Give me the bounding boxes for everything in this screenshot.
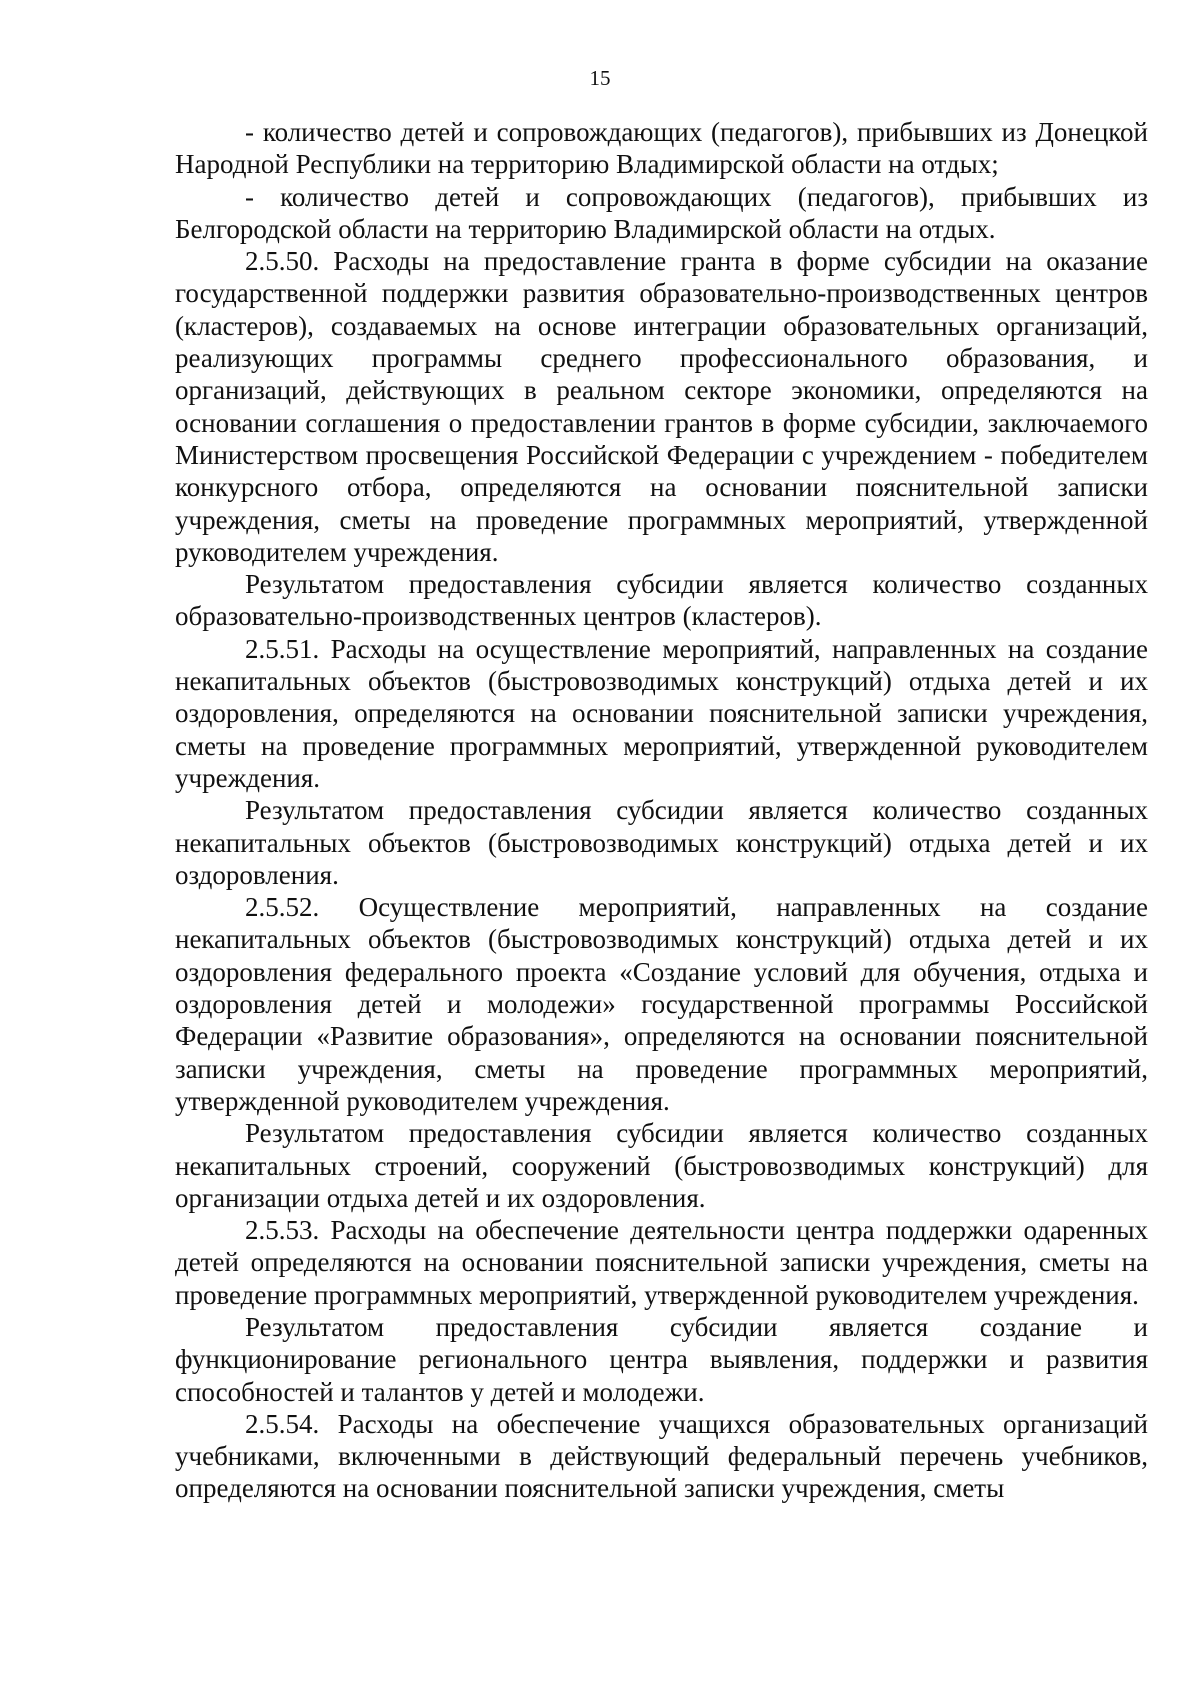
paragraph-2-5-54: 2.5.54. Расходы на обеспечение учащихся образовательных организаций учебниками, включенными в действующий федеральный перечень учебников, определяются на основании пояснительной записки учреждения, сметы (175, 1408, 1148, 1504)
paragraph-2-5-52-result: Результатом предоставления субсидии является количество созданных некапитальных строений, сооружений (быстровозводимых конструкций) для организации отдыха детей и их оздоровления. (175, 1118, 1148, 1213)
paragraph-dpr-count: - количество детей и сопровождающих (педагогов), прибывших из Донецкой Народной Республики на территорию Владимирской области на отдых; (175, 117, 1148, 180)
paragraph-2-5-51: 2.5.51. Расходы на осуществление мероприятий, направленных на создание некапитальных объектов (быстровозводимых конструкций) отдыха детей и их оздоровления, определяются на основании пояснительной записки учреждения, сметы на проведение программных мероприятий, утвержденной руководителем учреждения. (175, 633, 1148, 793)
paragraph-2-5-50: 2.5.50. Расходы на предоставление гранта в форме субсидии на оказание государственной поддержки развития образовательно-производственных центров (кластеров), создаваемых на основе интеграции образовательных организаций, реализующих программы среднего профессионального образования, и организаций, действующих в реальном секторе экономики, определяются на основании соглашения о предоставлении грантов в форме субсидии, заключаемого Министерством просвещения Российской Федерации с учреждением - победителем конкурсного отбора, определяются на основании пояснительной записки учреждения, сметы на проведение программных мероприятий, утвержденной руководителем учреждения. (175, 246, 1148, 567)
paragraph-2-5-53-result: Результатом предоставления субсидии является создание и функционирование регионального центра выявления, поддержки и развития способностей и талантов у детей и молодежи. (175, 1311, 1148, 1407)
document-body (175, 116, 1148, 1505)
paragraph-2-5-50-result: Результатом предоставления субсидии является количество созданных образовательно-производственных центров (кластеров). (175, 569, 1148, 632)
paragraph-2-5-51-result: Результатом предоставления субсидии является количество созданных некапитальных объектов (быстровозводимых конструкций) отдыха детей и их оздоровления. (175, 795, 1148, 890)
paragraph-2-5-53: 2.5.53. Расходы на обеспечение деятельности центра поддержки одаренных детей определяются на основании пояснительной записки учреждения, сметы на проведение программных мероприятий, утвержденной руководителем учреждения. (175, 1215, 1148, 1310)
paragraph-belgorod-count: - количество детей и сопровождающих (педагогов), прибывших из Белгородской области на территорию Владимирской области на отдых. (175, 181, 1148, 244)
paragraph-2-5-52: 2.5.52. Осуществление мероприятий, направленных на создание некапитальных объектов (быстровозводимых конструкций) отдыха детей и их оздоровления федерального проекта «Создание условий для обучения, отдыха и оздоровления детей и молодежи» государственной программы Российской Федерации «Развитие образования», определяются на основании пояснительной записки учреждения, сметы на проведение программных мероприятий, утвержденной руководителем учреждения. (175, 892, 1148, 1116)
page-number: 15 (589, 66, 611, 90)
